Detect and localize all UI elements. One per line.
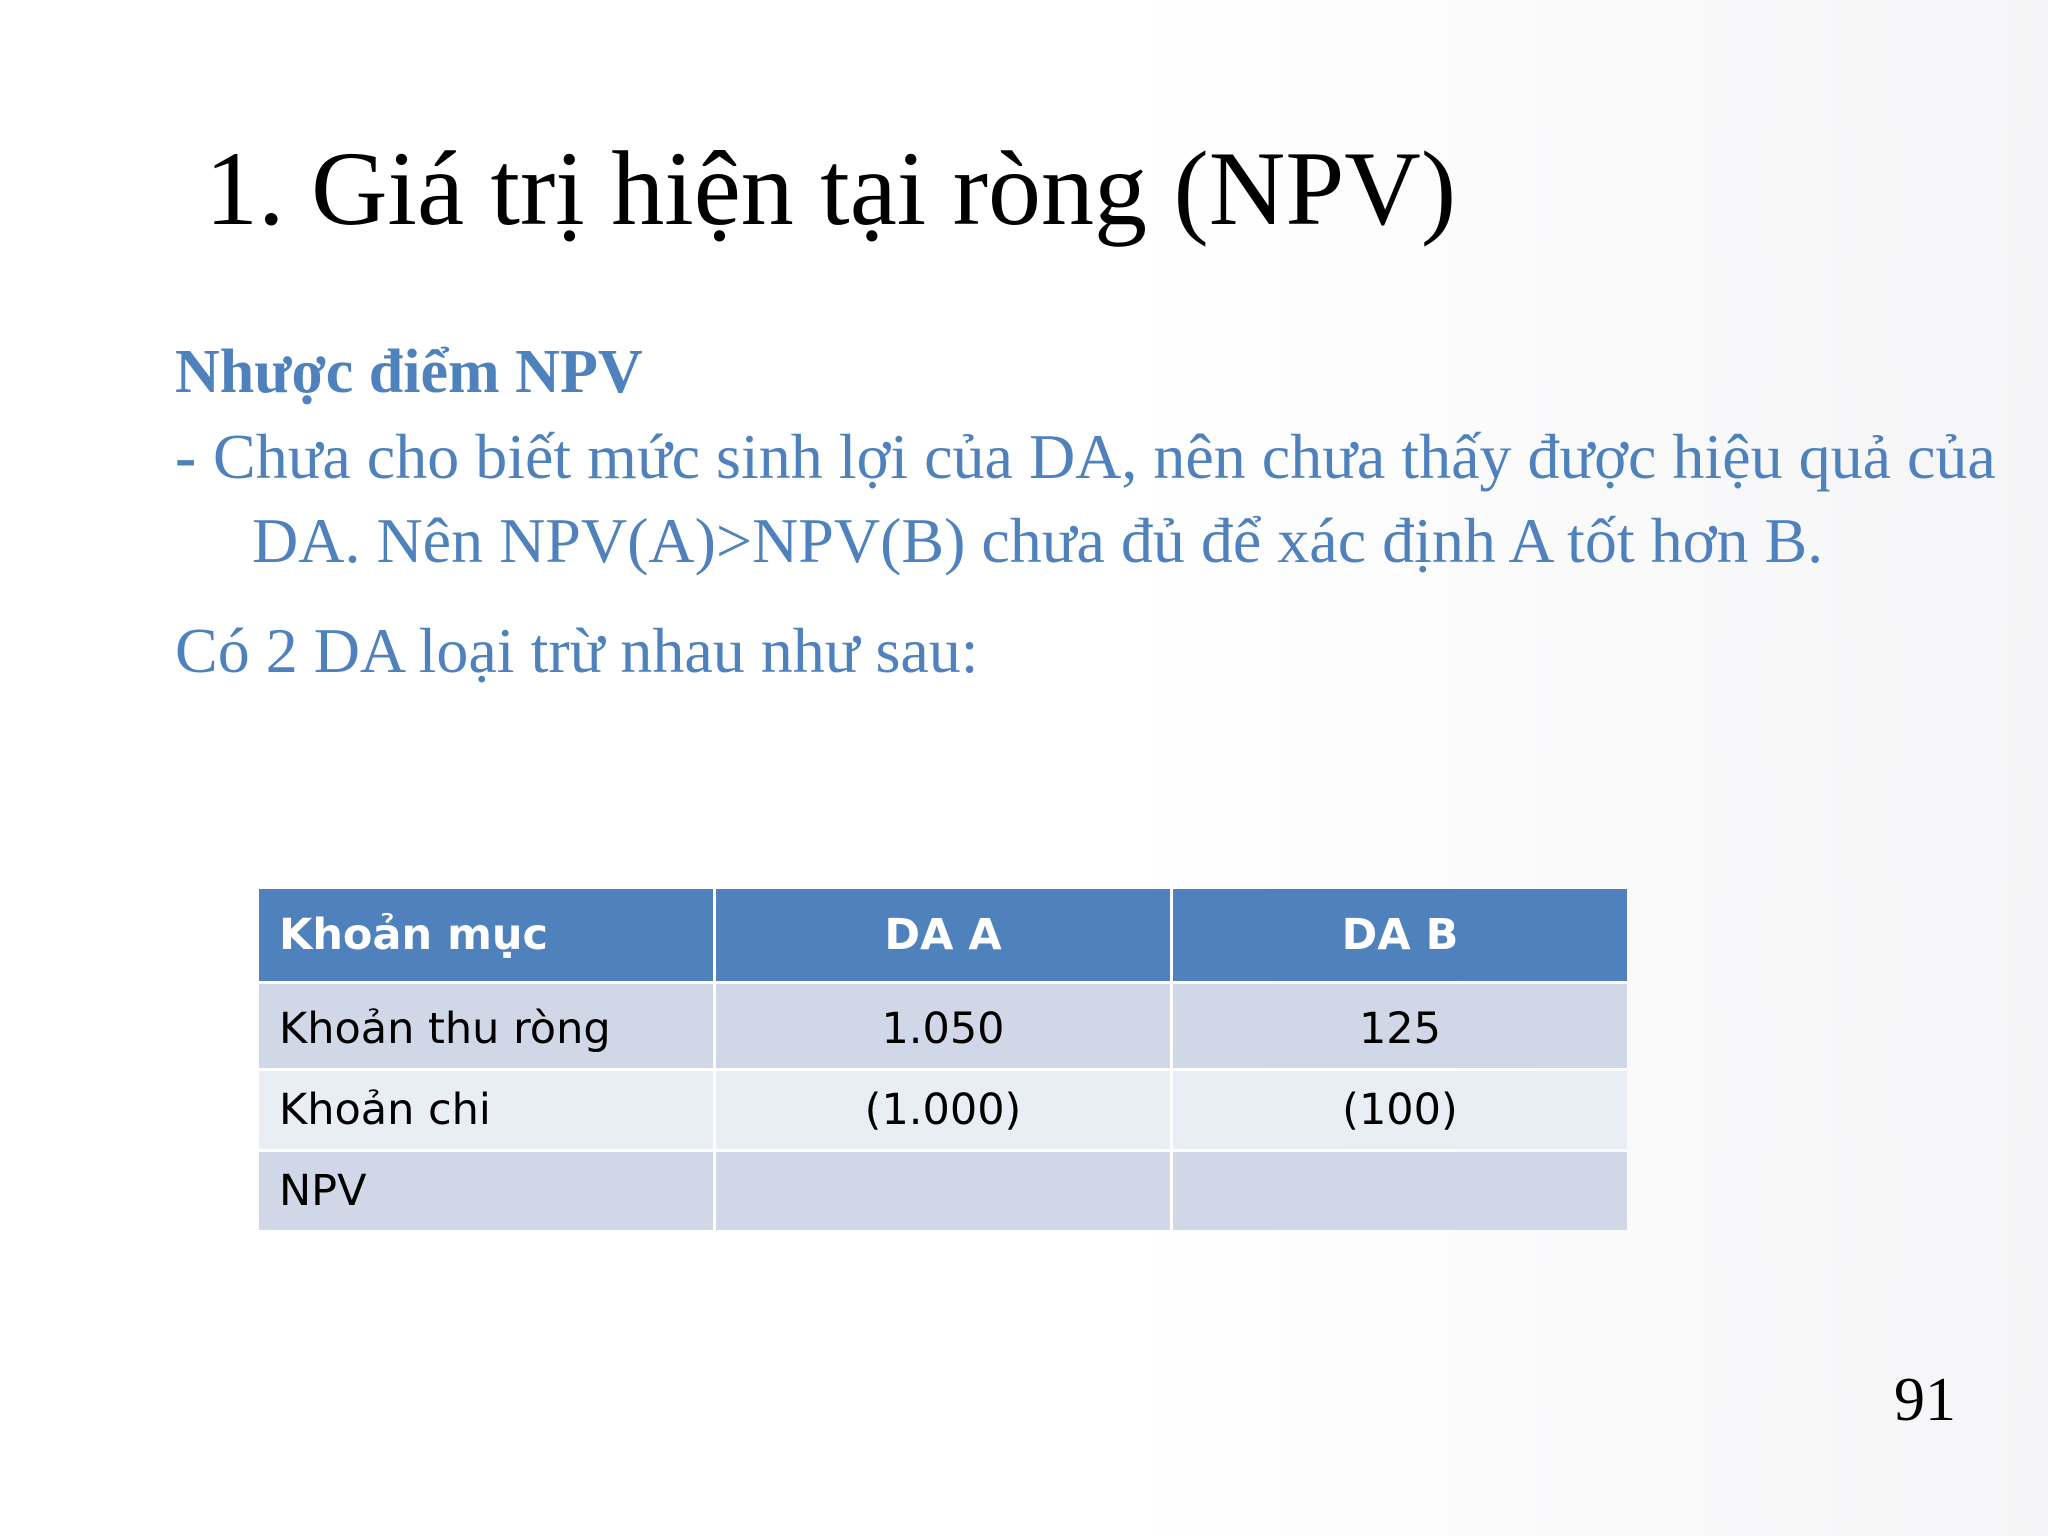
comparison-table — [256, 886, 1630, 1233]
slide-title: 1. Giá trị hiện tại ròng (NPV) — [205, 130, 1457, 247]
subheading: Nhược điểm NPV — [175, 338, 643, 406]
row-label: NPV — [259, 1152, 713, 1230]
table-row — [259, 984, 1627, 1068]
slide-body — [175, 335, 2015, 693]
bullet-marker: - — [175, 421, 197, 493]
column-header-item: Khoản mục — [259, 889, 713, 981]
row-label: Khoản thu ròng — [259, 984, 713, 1068]
cell-project-a: 1.050 — [716, 984, 1170, 1068]
intro-text: Có 2 DA loại trừ nhau như sau: — [175, 615, 979, 687]
column-header-project-a: DA A — [716, 889, 1170, 981]
bullet-item — [175, 415, 2015, 583]
table-row — [259, 1152, 1627, 1230]
row-label: Khoản chi — [259, 1071, 713, 1149]
cell-project-b: 125 — [1173, 984, 1627, 1068]
cell-project-b — [1173, 1152, 1627, 1230]
table-row — [259, 1071, 1627, 1149]
column-header-project-b: DA B — [1173, 889, 1627, 981]
bullet-text: Chưa cho biết mức sinh lợi của DA, nên chưa thấy được hiệu quả của DA. Nên NPV(A)>NPV(B) chưa đủ để xác định A tốt hơn B. — [213, 421, 1996, 577]
page-number: 91 — [1894, 1366, 1956, 1434]
cell-project-b: (100) — [1173, 1071, 1627, 1149]
cell-project-a: (1.000) — [716, 1071, 1170, 1149]
table-header-row — [259, 889, 1627, 981]
cell-project-a — [716, 1152, 1170, 1230]
